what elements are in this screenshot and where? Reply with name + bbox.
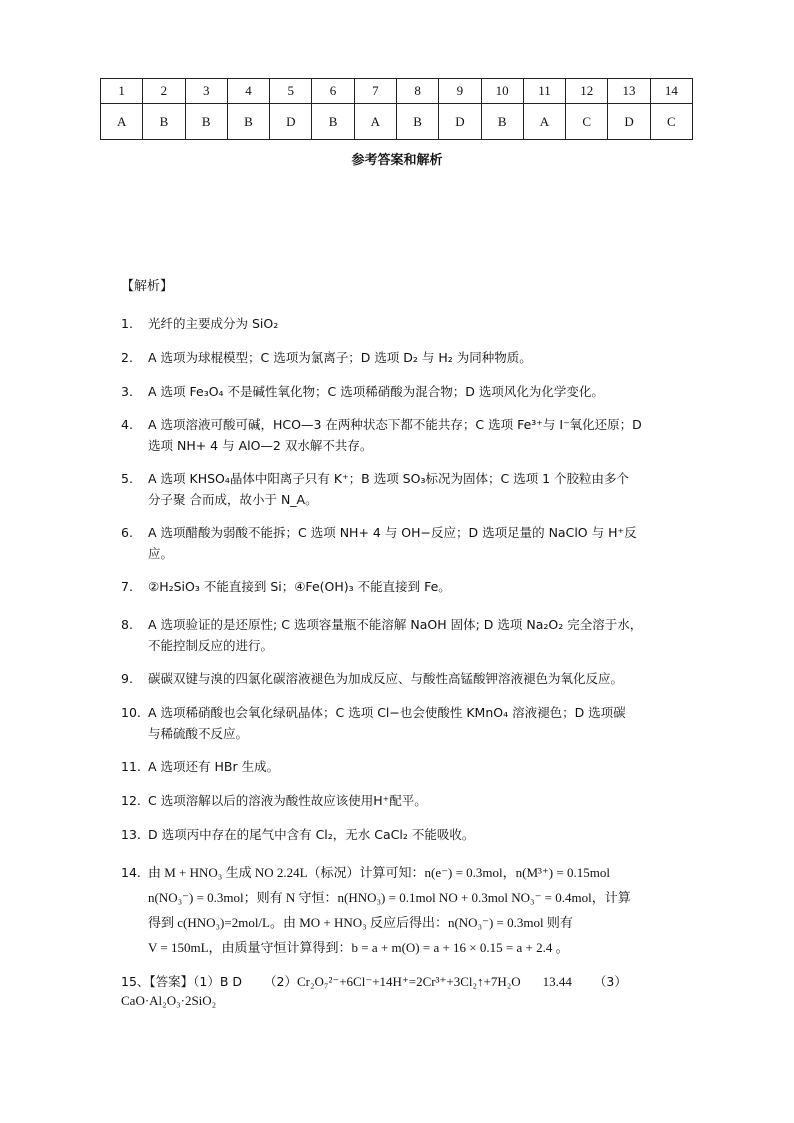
analysis-item-line: 分子聚 合而成，故小于 N_A。: [148, 492, 318, 507]
analysis-item-number: 8.: [121, 617, 133, 632]
analysis-item-line: 碳碳双键与溴的四氯化碳溶液褪色为加成反应、与酸性高锰酸钾溶液褪色为氧化反应。: [148, 671, 624, 686]
answer-table: [100, 78, 693, 140]
question-number-cell: 2: [143, 79, 185, 104]
answer-letter-row: [101, 104, 693, 140]
analysis-item-text: [148, 702, 701, 744]
analysis-item-line: 应。: [148, 546, 174, 561]
analysis-item: [121, 522, 701, 564]
answer-letter-cell: D: [270, 104, 312, 140]
analysis-item-number: 14.: [121, 865, 141, 880]
analysis-item-text: [148, 522, 701, 564]
answer-letter-cell: B: [396, 104, 438, 140]
analysis-item-text: [148, 347, 701, 368]
question-number-cell: 8: [396, 79, 438, 104]
analysis-item-line: A 选项 KHSO₄晶体中阳离子只有 K⁺；B 选项 SO₃标况为固体；C 选项 1 个胶粒由多个: [148, 471, 630, 486]
analysis-item: [121, 414, 701, 456]
answer-letter-cell: D: [439, 104, 481, 140]
question-15-part2-label: （2）: [264, 974, 297, 989]
analysis-item-text: [148, 860, 701, 960]
analysis-item-number: 2.: [121, 350, 133, 365]
analysis-item-line: ②H₂SiO₃ 不能直接到 Si；④Fe(OH)₃ 不能直接到 Fe。: [148, 579, 451, 594]
analysis-item-line: A 选项还有 HBr 生成。: [148, 759, 280, 774]
analysis-item-line: 与稀硫酸不反应。: [148, 726, 249, 741]
analysis-item: [121, 313, 701, 334]
answer-letter-cell: A: [523, 104, 565, 140]
question-15-line-1: [121, 972, 721, 991]
analysis-item-number: 10.: [121, 705, 141, 720]
question-number-cell: 11: [523, 79, 565, 104]
analysis-item-line: C 选项溶解以后的溶液为酸性故应该使用H⁺配平。: [148, 793, 427, 808]
analysis-item-text: [148, 668, 701, 689]
question-number-cell: 12: [566, 79, 608, 104]
analysis-item-text: [148, 576, 701, 597]
question-15-part3-label: （3）: [593, 974, 627, 989]
question-15-equation: Cr₂O₇²⁻+6Cl⁻+14H⁺=2Cr³⁺+3Cl₂↑+7H₂O: [297, 974, 521, 989]
analysis-item-line: A 选项验证的是还原性; C 选项容量瓶不能溶解 NaOH 固体; D 选项 Na₂O₂ 完全溶于水，: [148, 617, 643, 632]
analysis-item-line: 由 M + HNO₃ 生成 NO 2.24L（标况）计算可知：n(e⁻) = 0.3mol，n(M³⁺) = 0.15mol: [148, 865, 610, 880]
analysis-item: [121, 576, 701, 597]
analysis-item: [121, 790, 701, 811]
answer-letter-cell: B: [185, 104, 227, 140]
analysis-item: [121, 381, 701, 402]
analysis-item-number: 4.: [121, 417, 133, 432]
question-number-cell: 13: [608, 79, 650, 104]
question-number-row: [101, 79, 693, 104]
question-number-cell: 7: [354, 79, 396, 104]
analysis-item-line: n(NO₃⁻) = 0.3mol；则有 N 守恒：n(HNO₃) = 0.1mol NO + 0.3mol NO₃⁻ = 0.4mol，计算: [148, 890, 631, 905]
analysis-item-text: [148, 790, 701, 811]
question-15-value: 13.44: [542, 974, 572, 989]
answer-letter-cell: C: [650, 104, 692, 140]
analysis-item: [121, 824, 701, 845]
analysis-item-line: A 选项醋酸为弱酸不能拆；C 选项 NH+ 4 与 OH−反应；D 选项足量的 NaClO 与 H⁺反: [148, 525, 637, 540]
analysis-item: [121, 668, 701, 689]
analysis-item-number: 3.: [121, 384, 133, 399]
question-number-cell: 14: [650, 79, 692, 104]
analysis-item-text: [148, 468, 701, 510]
analysis-item-line: D 选项丙中存在的尾气中含有 Cl₂，无水 CaCl₂ 不能吸收。: [148, 827, 475, 842]
answer-letter-cell: B: [312, 104, 354, 140]
analysis-item-number: 12.: [121, 793, 141, 808]
analysis-item-number: 1.: [121, 316, 133, 331]
analysis-item-text: [148, 381, 701, 402]
analysis-item-line: A 选项为球棍模型；C 选项为氯离子；D 选项 D₂ 与 H₂ 为同种物质。: [148, 350, 532, 365]
analysis-item-line: V = 150mL，由质量守恒计算得到：b = a + m(O) = a + 16 × 0.15 = a + 2.4 。: [148, 940, 569, 955]
question-number-cell: 1: [101, 79, 143, 104]
analysis-item: [121, 702, 701, 744]
answer-letter-cell: B: [227, 104, 269, 140]
analysis-item-line: A 选项 Fe₃O₄ 不是碱性氧化物；C 选项稀硝酸为混合物；D 选项风化为化学变化。: [148, 384, 604, 399]
question-number-cell: 9: [439, 79, 481, 104]
answer-letter-cell: D: [608, 104, 650, 140]
analysis-item-number: 11.: [121, 759, 141, 774]
analysis-item: [121, 468, 701, 510]
question-number-cell: 6: [312, 79, 354, 104]
analysis-item: [121, 860, 701, 960]
answer-letter-cell: B: [143, 104, 185, 140]
analysis-item-line: 得到 c(HNO₃)=2mol/L。由 MO + HNO₃ 反应后得出：n(NO₃⁻) = 0.3mol 则有: [148, 915, 573, 930]
answer-letter-cell: B: [481, 104, 523, 140]
page-title: 参考答案和解析: [351, 153, 443, 168]
answer-letter-cell: A: [354, 104, 396, 140]
analysis-item: [121, 347, 701, 368]
question-number-cell: 3: [185, 79, 227, 104]
analysis-item-line: 光纤的主要成分为 SiO₂: [148, 316, 279, 331]
analysis-item-text: [148, 614, 701, 656]
analysis-item-line: A 选项溶液可酸可碱，HCO—3 在两种状态下都不能共存；C 选项 Fe³⁺与 I⁻氧化还原；D: [148, 417, 642, 432]
analysis-item-text: [148, 824, 701, 845]
analysis-item-text: [148, 414, 701, 456]
question-15-answer: [121, 972, 721, 1010]
answer-letter-cell: A: [101, 104, 143, 140]
answer-letter-cell: C: [566, 104, 608, 140]
question-15-formula: CaO·Al₂O₃·2SiO₂: [121, 993, 217, 1008]
analysis-item-text: [148, 313, 701, 334]
analysis-item-line: 选项 NH+ 4 与 AlO—2 双水解不共存。: [148, 438, 373, 453]
analysis-item-number: 7.: [121, 579, 133, 594]
analysis-item-number: 5.: [121, 471, 133, 486]
analysis-item-number: 6.: [121, 525, 133, 540]
analysis-heading: 【解析】: [121, 279, 174, 294]
question-15-prefix: 15、【答案】（1）B D: [121, 974, 243, 989]
analysis-item-number: 9.: [121, 671, 133, 686]
analysis-item-line: 不能控制反应的进行。: [148, 638, 274, 653]
analysis-item-line: A 选项稀硝酸也会氧化绿矾晶体；C 选项 Cl−也会使酸性 KMnO₄ 溶液褪色；D 选项碳: [148, 705, 626, 720]
question-number-cell: 4: [227, 79, 269, 104]
analysis-item-text: [148, 756, 701, 777]
analysis-item-number: 13.: [121, 827, 141, 842]
question-number-cell: 5: [270, 79, 312, 104]
question-number-cell: 10: [481, 79, 523, 104]
analysis-item: [121, 756, 701, 777]
analysis-item: [121, 614, 701, 656]
